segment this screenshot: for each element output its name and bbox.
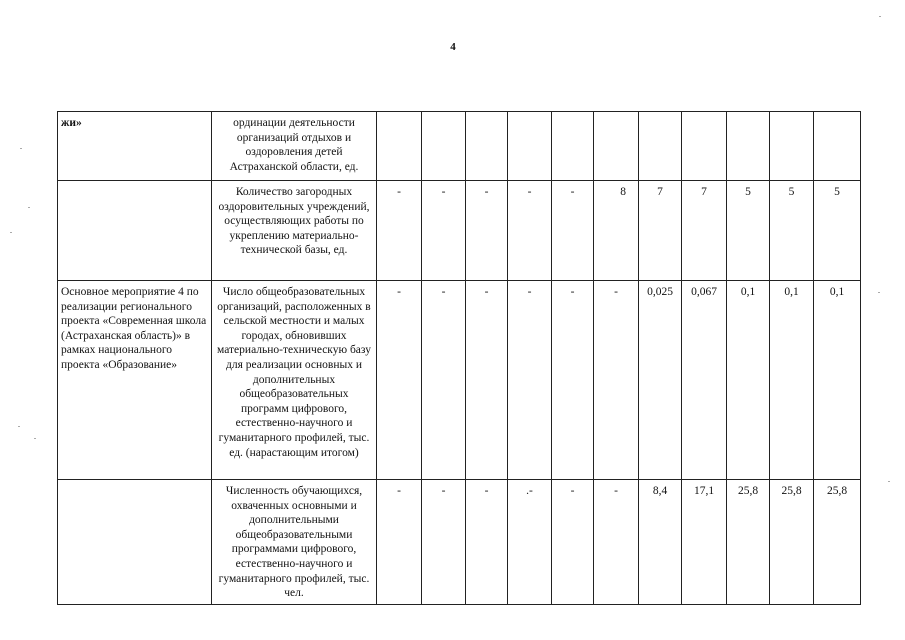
data-table — [57, 111, 861, 605]
value-cell: 25,8 — [814, 480, 861, 605]
value-cell — [508, 112, 552, 181]
value-cell: 8,4 — [639, 480, 682, 605]
scan-speck — [878, 292, 880, 293]
value-cell — [466, 112, 508, 181]
value-cell: - — [377, 181, 422, 281]
value-cell: - — [552, 281, 594, 480]
value-cell: 0,1 — [727, 281, 770, 480]
value-cell: 5 — [727, 181, 770, 281]
table-row — [58, 181, 861, 281]
value-cell: 5 — [814, 181, 861, 281]
scan-speck — [20, 148, 22, 149]
value-cell — [552, 112, 594, 181]
value-cell: - — [466, 480, 508, 605]
event-name-cell — [58, 181, 212, 281]
indicator-cell: Количество загородных оздоровительных учреждений, осуществляющих работы по укреплению материально-технической базы, ед. — [212, 181, 377, 281]
page-number: 4 — [450, 41, 456, 53]
value-cell: - — [594, 480, 639, 605]
scan-speck — [888, 481, 890, 482]
event-name-cell: жи» — [58, 112, 212, 181]
value-cell: - — [377, 281, 422, 480]
value-cell: 8 — [594, 181, 639, 281]
scan-speck — [879, 16, 881, 17]
value-cell: - — [552, 480, 594, 605]
value-cell: 17,1 — [682, 480, 727, 605]
value-cell — [770, 112, 814, 181]
value-cell: - — [508, 181, 552, 281]
value-cell: 5 — [770, 181, 814, 281]
value-cell — [422, 112, 466, 181]
value-cell: - — [466, 181, 508, 281]
value-cell: - — [422, 281, 466, 480]
value-cell: 0,1 — [814, 281, 861, 480]
value-cell: 25,8 — [770, 480, 814, 605]
value-cell: - — [422, 181, 466, 281]
value-cell: 25,8 — [727, 480, 770, 605]
scan-speck — [18, 426, 20, 427]
indicator-cell: Численность обучающихся, охваченных основными и дополнительными общеобразовательными программами цифрового, естественно-научного и гуманитарного профилей, тыс. чел. — [212, 480, 377, 605]
value-cell — [639, 112, 682, 181]
value-cell: - — [377, 480, 422, 605]
value-cell — [814, 112, 861, 181]
value-cell — [727, 112, 770, 181]
table-row — [58, 112, 861, 181]
value-cell: - — [508, 281, 552, 480]
value-cell: - — [594, 281, 639, 480]
value-cell: .- — [508, 480, 552, 605]
table-row — [58, 480, 861, 605]
event-name-cell — [58, 480, 212, 605]
value-cell: 0,1 — [770, 281, 814, 480]
value-cell: 0,067 — [682, 281, 727, 480]
event-name-cell: Основное мероприятие 4 по реализации регионального проекта «Современная школа (Астраханская область)» в рамках национального проекта «Образование» — [58, 281, 212, 480]
scan-speck — [10, 232, 12, 233]
value-cell: 7 — [682, 181, 727, 281]
value-cell — [682, 112, 727, 181]
indicator-cell: ординации деятельности организаций отдыхов и оздоровления детей Астраханской области, ед. — [212, 112, 377, 181]
value-cell: 7 — [639, 181, 682, 281]
value-cell — [594, 112, 639, 181]
value-cell: 0,025 — [639, 281, 682, 480]
value-cell: - — [466, 281, 508, 480]
indicator-cell: Число общеобразовательных организаций, расположенных в сельской местности и малых городах, обновивших материально-техническую базу для реализации основных и дополнительных общеобразовательных программ цифрового, естественно-научного и гуманитарного профилей, тыс. ед. (нарастающим итогом) — [212, 281, 377, 480]
scan-speck — [34, 438, 36, 439]
value-cell — [377, 112, 422, 181]
value-cell: - — [552, 181, 594, 281]
scan-speck — [28, 207, 30, 208]
table-row — [58, 281, 861, 480]
value-cell: - — [422, 480, 466, 605]
